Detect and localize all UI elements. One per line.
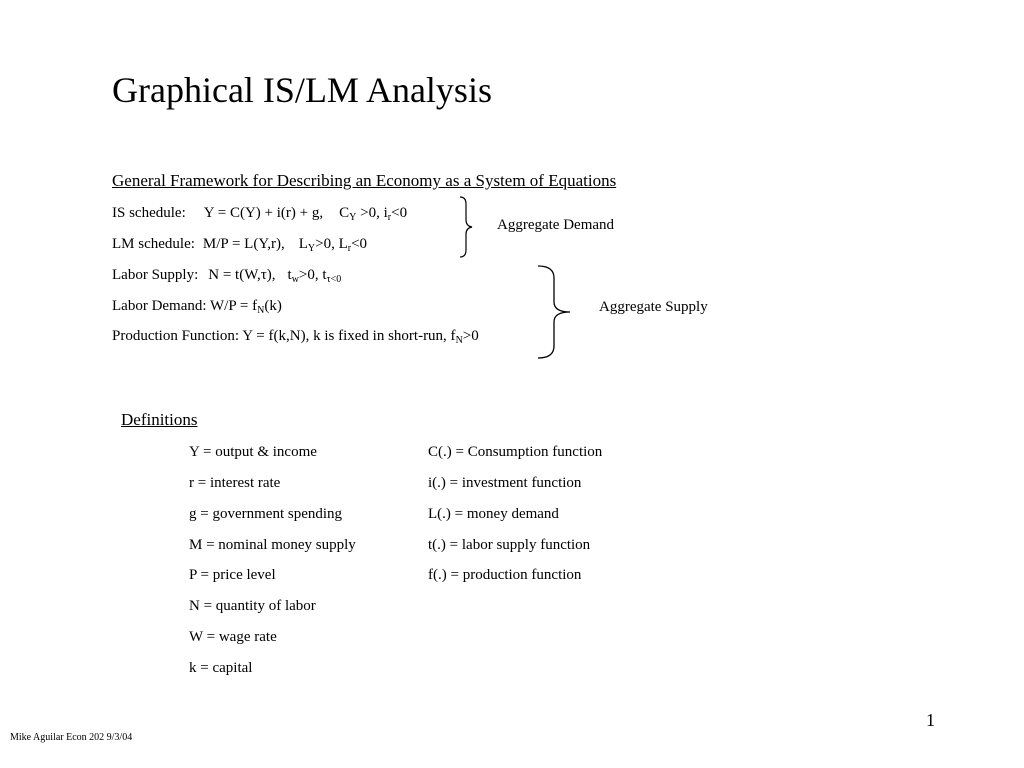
lm-condition-mid: >0, L: [315, 236, 348, 252]
footer-text: Mike Aguilar Econ 202 9/3/04: [10, 732, 133, 743]
ls-condition-t: t: [287, 267, 292, 283]
lm-schedule-label: LM schedule:: [112, 236, 195, 252]
labor-supply-label: Labor Supply:: [112, 267, 199, 283]
definition-item: r = interest rate: [189, 475, 281, 491]
aggregate-supply-label: Aggregate Supply: [599, 299, 708, 315]
aggregate-demand-label: Aggregate Demand: [497, 217, 615, 233]
lm-condition-l-sub-r: r: [347, 243, 352, 254]
function-definition-item: i(.) = investment function: [428, 475, 582, 491]
labor-supply-equation: N = t(W,τ),: [208, 267, 276, 283]
production-function-text: Production Function: Y = f(k,N), k is fixed in short-run, f: [112, 328, 456, 344]
is-condition-c: C: [339, 205, 350, 221]
production-function-post: >0: [462, 328, 479, 344]
ls-condition-t-sub-tau: τ<0: [326, 274, 342, 285]
is-condition-i-sub: r: [387, 212, 392, 223]
ls-condition-t-sub-w: w: [291, 274, 299, 285]
lm-condition-post: <0: [351, 236, 368, 252]
is-schedule-label: IS schedule:: [112, 205, 186, 221]
is-condition-i: >0, i: [356, 205, 388, 221]
labor-demand-text: Labor Demand: W/P = f: [112, 298, 258, 314]
definition-item: N = quantity of labor: [189, 598, 316, 614]
function-definition-item: t(.) = labor supply function: [428, 537, 591, 553]
is-schedule: [112, 204, 407, 222]
labor-demand-post: (k): [264, 298, 282, 314]
lm-schedule-equation: M/P = L(Y,r),: [202, 236, 285, 252]
lm-schedule: [112, 235, 367, 253]
lm-condition-l: L: [298, 236, 308, 252]
definition-item: g = government spending: [189, 506, 343, 522]
function-definition-item: C(.) = Consumption function: [428, 444, 603, 460]
production-function-sub: N: [455, 335, 463, 346]
definition-item: M = nominal money supply: [189, 537, 356, 553]
definition-item: Y = output & income: [189, 444, 317, 460]
is-schedule-equation: Y = C(Y) + i(r) + g,: [203, 205, 324, 221]
aggregate-demand-brace: [458, 196, 480, 258]
definition-item: k = capital: [189, 660, 253, 676]
ls-condition-mid: >0, t: [298, 267, 327, 283]
function-definition-item: L(.) = money demand: [428, 506, 559, 522]
definition-item: P = price level: [189, 567, 276, 583]
labor-supply: [112, 266, 341, 284]
aggregate-supply-brace: [536, 264, 576, 360]
page-number: 1: [926, 710, 935, 730]
labor-demand: [112, 297, 282, 315]
definitions-heading: Definitions: [121, 410, 198, 429]
page-title: Graphical IS/LM Analysis: [112, 70, 492, 110]
definition-item: W = wage rate: [189, 629, 277, 645]
function-definition-item: f(.) = production function: [428, 567, 582, 583]
is-condition-i-post: <0: [391, 205, 408, 221]
production-function: [112, 327, 479, 345]
framework-heading: General Framework for Describing an Economy as a System of Equations: [112, 171, 617, 190]
lm-condition-l-sub-y: Y: [307, 243, 316, 254]
is-condition-c-sub: Y: [349, 212, 357, 223]
labor-demand-sub: N: [257, 305, 265, 316]
